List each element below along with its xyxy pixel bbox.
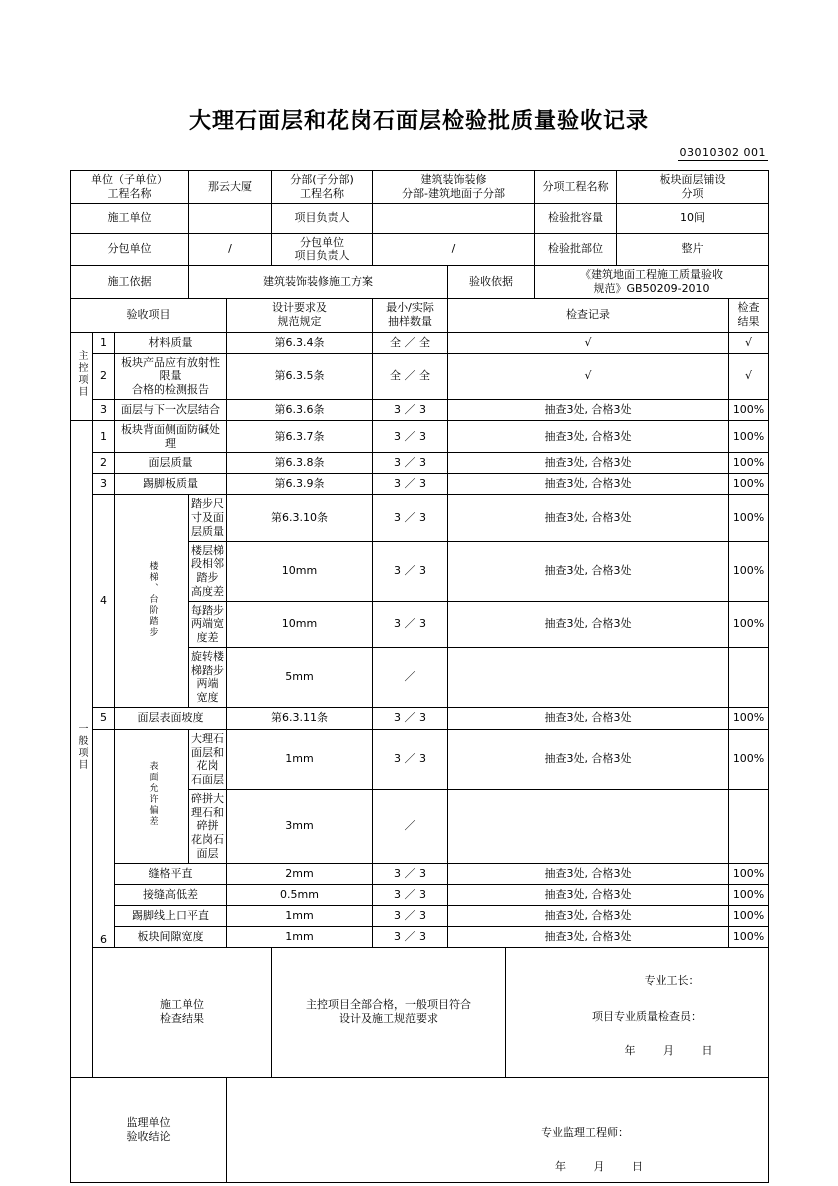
col-sample: 最小/实际 抽样数量 — [373, 298, 448, 332]
row-sample: 3 ／ 3 — [373, 601, 448, 647]
table-row — [71, 729, 769, 789]
row-record: 抽查3处, 合格3处 — [448, 707, 729, 729]
header-row-1 — [71, 171, 769, 204]
row-record: 抽查3处, 合格3处 — [448, 601, 729, 647]
row-design: 第6.3.11条 — [227, 707, 373, 729]
construction-basis-label: 施工依据 — [71, 266, 189, 299]
row-sample: 3 ／ 3 — [373, 474, 448, 495]
row-design: 1mm — [227, 729, 373, 789]
row-result: 100% — [729, 420, 769, 453]
project-leader-value[interactable] — [373, 203, 535, 233]
tolerance-group-label: 表面允许偏差 — [115, 729, 189, 863]
row-item: 碎拼大理石和碎拼 花岗石面层 — [189, 789, 227, 863]
row-item: 踢脚线上口平直 — [115, 905, 227, 926]
row-design: 第6.3.7条 — [227, 420, 373, 453]
table-row — [71, 353, 769, 399]
row-record: 抽查3处, 合格3处 — [448, 884, 729, 905]
row-sample: 全 ／ 全 — [373, 332, 448, 353]
batch-capacity-label: 检验批容量 — [535, 203, 617, 233]
row-sample: 3 ／ 3 — [373, 926, 448, 947]
row-record — [448, 789, 729, 863]
row-result — [729, 647, 769, 707]
constructor-result-row — [71, 947, 769, 1077]
row-design: 1mm — [227, 926, 373, 947]
row-item: 楼层梯段相邻踏步 高度差 — [189, 541, 227, 601]
row-record: √ — [448, 332, 729, 353]
row-item: 旋转楼梯踏步两端 宽度 — [189, 647, 227, 707]
row-item: 板块间隙宽度 — [115, 926, 227, 947]
row-record: 抽查3处, 合格3处 — [448, 863, 729, 884]
row-record: 抽查3处, 合格3处 — [448, 495, 729, 541]
row-record: 抽查3处, 合格3处 — [448, 399, 729, 420]
row-sample: 3 ／ 3 — [373, 420, 448, 453]
col-result: 检查 结果 — [729, 298, 769, 332]
row-result: √ — [729, 353, 769, 399]
row-record: 抽查3处, 合格3处 — [448, 729, 729, 789]
table-row — [71, 926, 769, 947]
row-sample: 3 ／ 3 — [373, 863, 448, 884]
supervisor-result-row — [71, 1077, 769, 1182]
constructor-value[interactable] — [189, 203, 272, 233]
supervisor-signature-block — [227, 1077, 769, 1182]
row-sample: 3 ／ 3 — [373, 905, 448, 926]
row-result: 100% — [729, 863, 769, 884]
row-record: 抽查3处, 合格3处 — [448, 420, 729, 453]
row-sample: 3 ／ 3 — [373, 729, 448, 789]
constructor-result-label: 施工单位 检查结果 — [93, 947, 272, 1077]
subcontractor-label: 分包单位 — [71, 233, 189, 266]
table-row — [71, 332, 769, 353]
row-record — [448, 647, 729, 707]
row-result: 100% — [729, 905, 769, 926]
row-item: 每踏步两端宽度差 — [189, 601, 227, 647]
batch-location-value: 整片 — [617, 233, 769, 266]
table-row — [71, 905, 769, 926]
row-record: √ — [448, 353, 729, 399]
row-sample: 3 ／ 3 — [373, 707, 448, 729]
batch-capacity-value: 10间 — [617, 203, 769, 233]
inspection-record-table — [70, 170, 769, 1183]
part-name-label: 分部(子分部) 工程名称 — [272, 171, 373, 204]
header-row-4 — [71, 266, 769, 299]
row-design: 5mm — [227, 647, 373, 707]
constructor-date-label[interactable]: 年 月 日 — [624, 1043, 725, 1057]
row-sample: 全 ／ 全 — [373, 353, 448, 399]
row-design: 10mm — [227, 601, 373, 647]
row-no: 3 — [93, 399, 115, 420]
row-sample: 3 ／ 3 — [373, 399, 448, 420]
document-code — [678, 146, 768, 159]
row-sample: ／ — [373, 789, 448, 863]
quality-inspector-signature-label[interactable]: 项目专业质量检查员： — [592, 1010, 703, 1024]
row-result: 100% — [729, 884, 769, 905]
unit-name-value: 那云大厦 — [189, 171, 272, 204]
row-item: 大理石面层和花岗 石面层 — [189, 729, 227, 789]
table-row — [71, 884, 769, 905]
row-item: 踏步尺寸及面层质量 — [189, 495, 227, 541]
row-item: 踢脚板质量 — [115, 474, 227, 495]
column-header-row — [71, 298, 769, 332]
row-design: 第6.3.10条 — [227, 495, 373, 541]
row-design: 3mm — [227, 789, 373, 863]
table-row — [71, 863, 769, 884]
row-no: 2 — [93, 453, 115, 474]
stair-group-label: 楼梯、台阶踏步 — [115, 495, 189, 708]
row-item: 面层与下一次层结合 — [115, 399, 227, 420]
subitem-name-label: 分项工程名称 — [535, 171, 617, 204]
row-no: 6 — [93, 729, 115, 947]
row-result: 100% — [729, 474, 769, 495]
document-code-value: 03010302 001 — [679, 146, 766, 159]
row-design: 1mm — [227, 905, 373, 926]
row-sample: 3 ／ 3 — [373, 495, 448, 541]
row-design: 第6.3.6条 — [227, 399, 373, 420]
constructor-signature-block — [506, 947, 769, 1077]
row-design: 2mm — [227, 863, 373, 884]
row-design: 10mm — [227, 541, 373, 601]
row-no: 1 — [93, 332, 115, 353]
table-row — [71, 495, 769, 541]
part-name-value: 建筑装饰装修 分部-建筑地面子分部 — [373, 171, 535, 204]
row-result: 100% — [729, 541, 769, 601]
supervisor-date-label[interactable]: 年 月 日 — [555, 1159, 656, 1173]
row-result: √ — [729, 332, 769, 353]
project-leader-label: 项目负责人 — [272, 203, 373, 233]
row-sample: ／ — [373, 647, 448, 707]
page-title: 大理石面层和花岗石面层检验批质量验收记录 — [188, 108, 649, 134]
acceptance-basis-label: 验收依据 — [448, 266, 535, 299]
row-record: 抽查3处, 合格3处 — [448, 541, 729, 601]
constructor-label: 施工单位 — [71, 203, 189, 233]
header-row-2 — [71, 203, 769, 233]
table-row — [71, 399, 769, 420]
row-item: 接缝高低差 — [115, 884, 227, 905]
row-design: 第6.3.8条 — [227, 453, 373, 474]
acceptance-basis-value: 《建筑地面工程施工质量验收 规范》GB50209-2010 — [535, 266, 769, 299]
row-design: 第6.3.5条 — [227, 353, 373, 399]
row-sample: 3 ／ 3 — [373, 884, 448, 905]
constructor-result-text: 主控项目全部合格，一般项目符合 设计及施工规范要求 — [272, 947, 506, 1077]
row-no: 5 — [93, 707, 115, 729]
table-row — [71, 420, 769, 453]
row-no: 2 — [93, 353, 115, 399]
row-no: 3 — [93, 474, 115, 495]
batch-location-label: 检验批部位 — [535, 233, 617, 266]
row-item: 面层质量 — [115, 453, 227, 474]
col-record: 检查记录 — [448, 298, 729, 332]
subitem-name-value: 板块面层铺设 分项 — [617, 171, 769, 204]
header-row-3 — [71, 233, 769, 266]
row-item: 面层表面坡度 — [115, 707, 227, 729]
row-no: 4 — [93, 495, 115, 708]
row-record: 抽查3处, 合格3处 — [448, 905, 729, 926]
row-item: 板块背面侧面防碱处理 — [115, 420, 227, 453]
supervisor-result-label: 监理单位 验收结论 — [71, 1077, 227, 1182]
row-record: 抽查3处, 合格3处 — [448, 926, 729, 947]
row-design: 0.5mm — [227, 884, 373, 905]
row-record: 抽查3处, 合格3处 — [448, 453, 729, 474]
supervisor-engineer-signature-label[interactable]: 专业监理工程师： — [541, 1125, 630, 1139]
table-row — [71, 453, 769, 474]
col-design: 设计要求及 规范规定 — [227, 298, 373, 332]
group-label-general: 一般项目 — [71, 420, 93, 1077]
construction-basis-value: 建筑装饰装修施工方案 — [189, 266, 448, 299]
foreman-signature-label[interactable]: 专业工长： — [644, 974, 700, 988]
table-row — [71, 707, 769, 729]
unit-name-label: 单位（子单位） 工程名称 — [71, 171, 189, 204]
row-result: 100% — [729, 399, 769, 420]
row-no: 1 — [93, 420, 115, 453]
row-sample: 3 ／ 3 — [373, 453, 448, 474]
row-result: 100% — [729, 729, 769, 789]
sub-leader-label: 分包单位 项目负责人 — [272, 233, 373, 266]
row-result: 100% — [729, 601, 769, 647]
sub-leader-value: / — [373, 233, 535, 266]
row-record: 抽查3处, 合格3处 — [448, 474, 729, 495]
row-result: 100% — [729, 926, 769, 947]
subcontractor-value: / — [189, 233, 272, 266]
row-result: 100% — [729, 707, 769, 729]
table-row — [71, 474, 769, 495]
row-design: 第6.3.9条 — [227, 474, 373, 495]
row-item: 材料质量 — [115, 332, 227, 353]
row-result: 100% — [729, 495, 769, 541]
row-design: 第6.3.4条 — [227, 332, 373, 353]
row-item: 板块产品应有放射性限量 合格的检测报告 — [115, 353, 227, 399]
row-result — [729, 789, 769, 863]
row-sample: 3 ／ 3 — [373, 541, 448, 601]
row-result: 100% — [729, 453, 769, 474]
group-label-main: 主控项目 — [71, 332, 93, 420]
row-item: 缝格平直 — [115, 863, 227, 884]
col-item: 验收项目 — [71, 298, 227, 332]
